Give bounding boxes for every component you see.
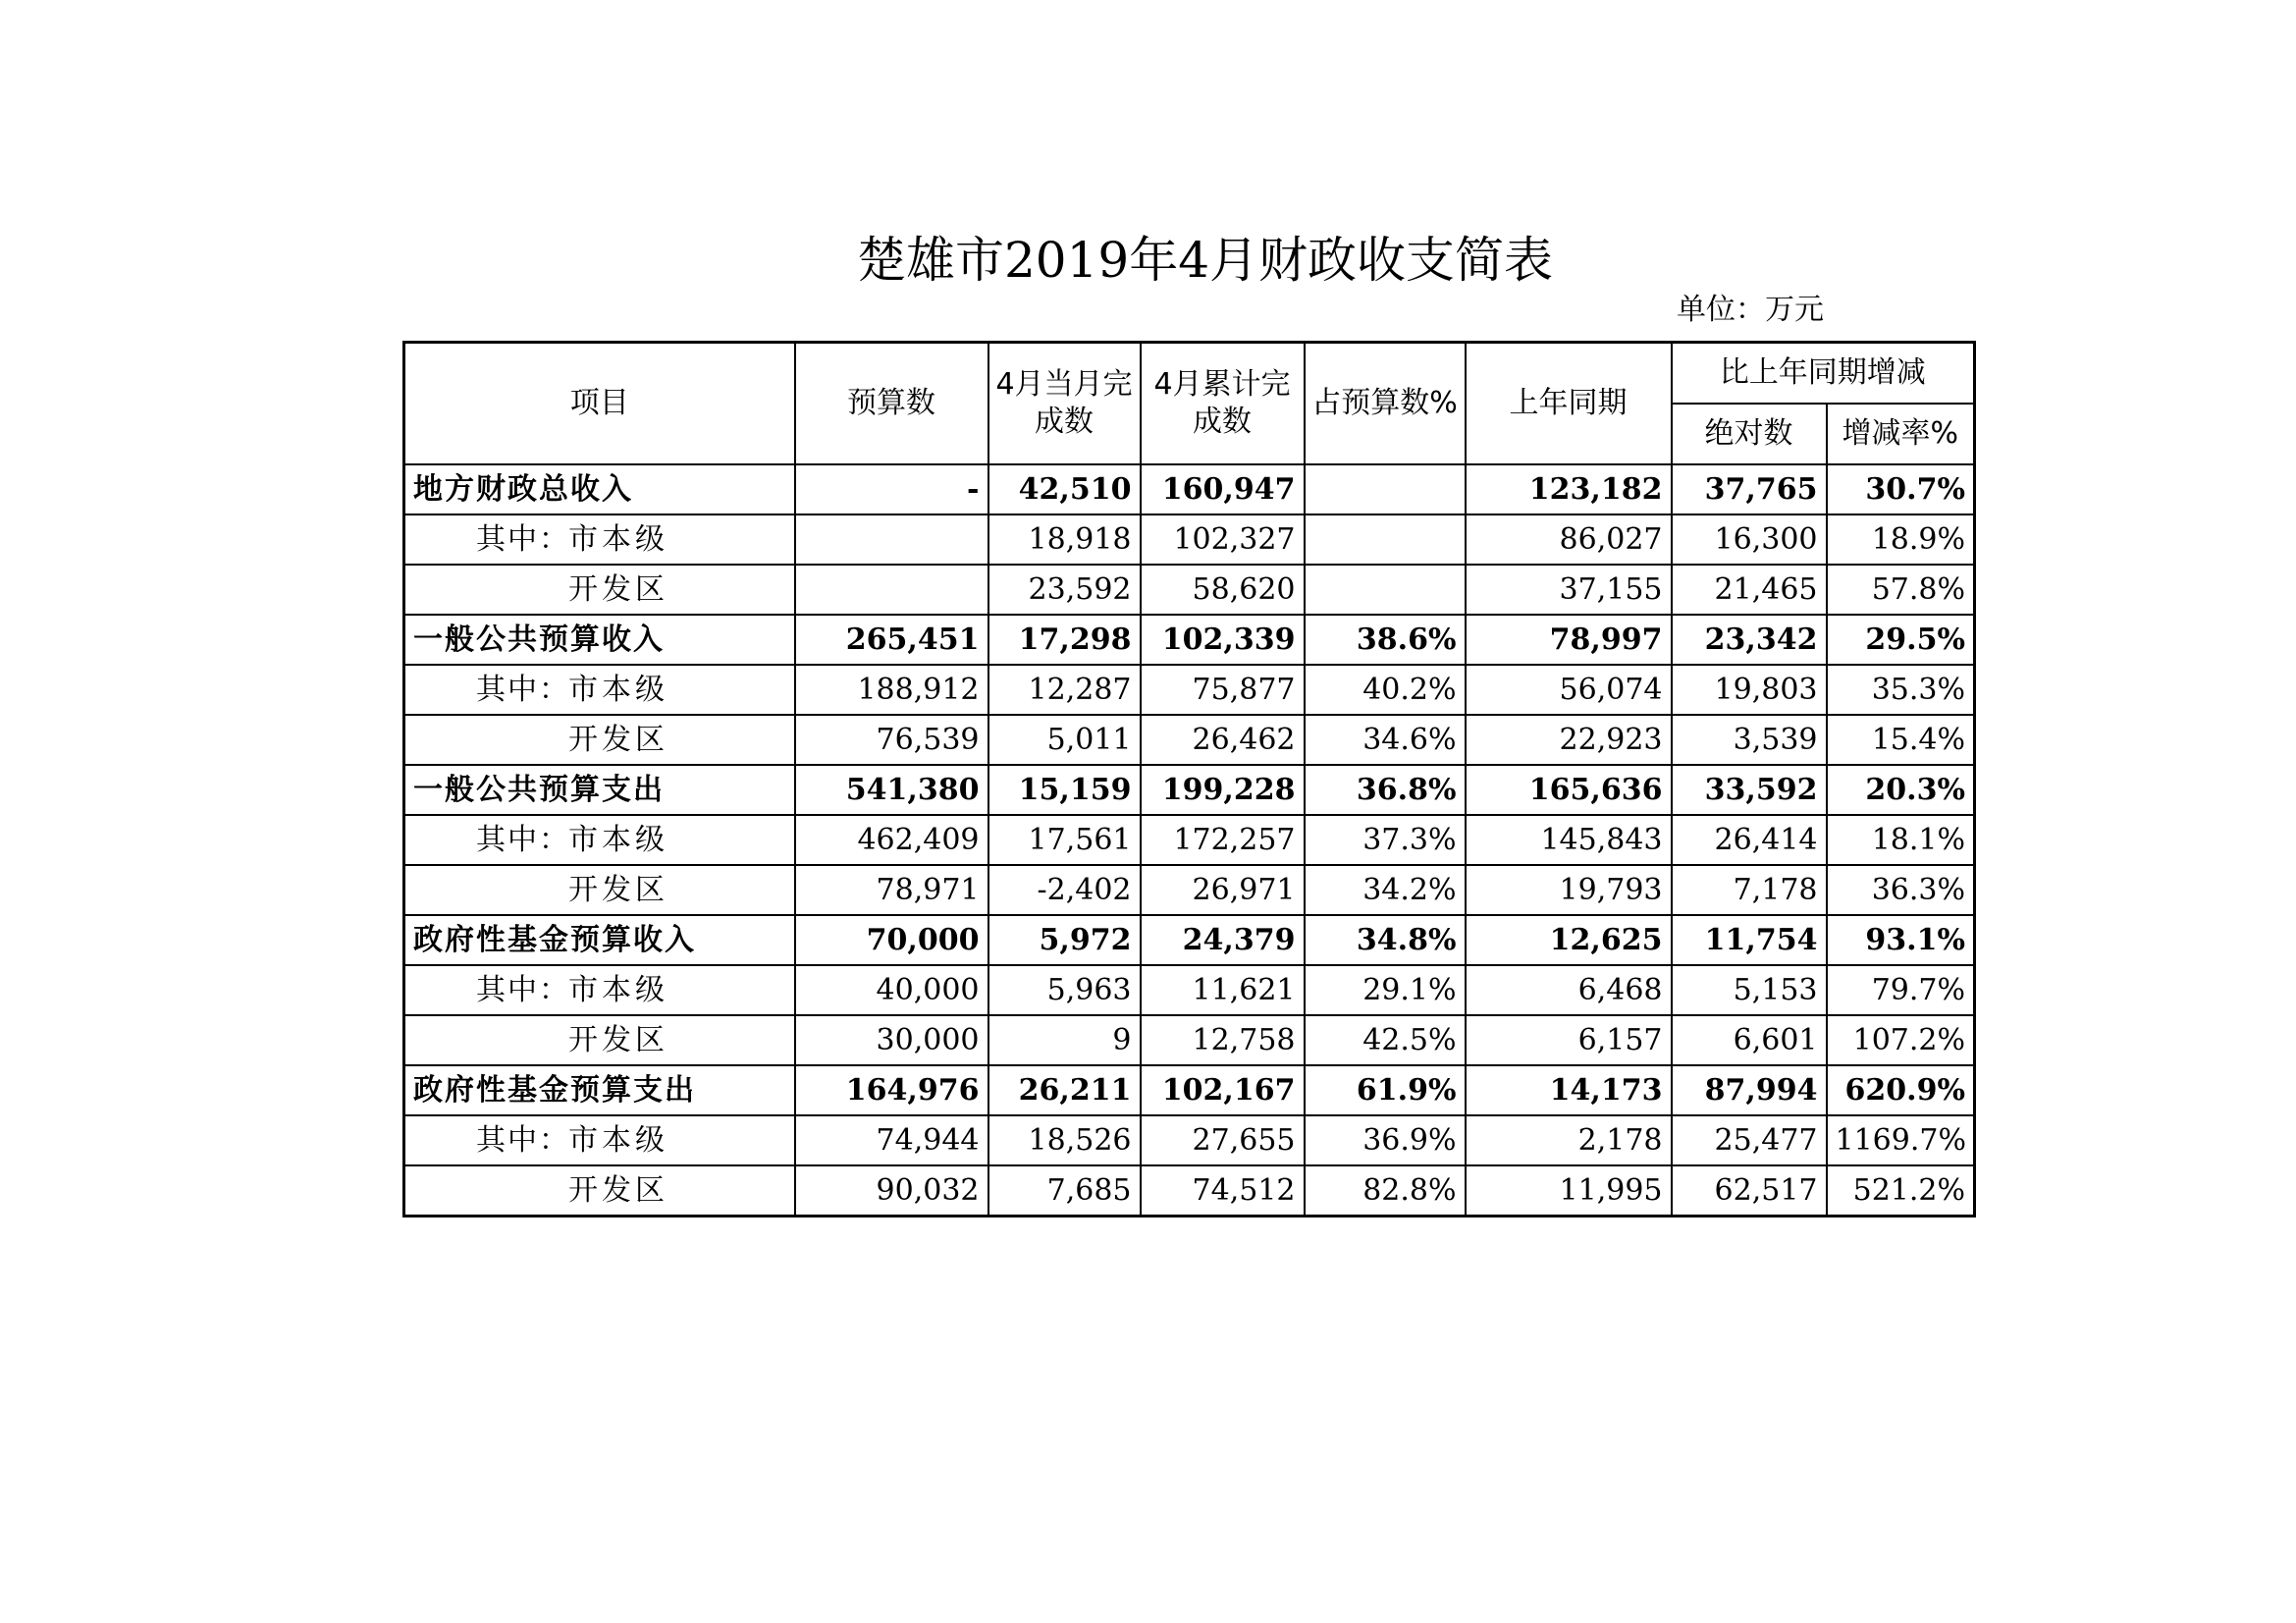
table-row — [404, 1065, 1975, 1115]
cell-pct: 29.1% — [1305, 965, 1466, 1015]
cell-budget: 40,000 — [795, 965, 988, 1015]
table-row — [404, 665, 1975, 715]
cell-rate: 93.1% — [1827, 915, 1975, 965]
cell-last-year: 6,157 — [1466, 1015, 1672, 1065]
cell-last-year: 12,625 — [1466, 915, 1672, 965]
row-label — [404, 514, 795, 565]
cell-last-year: 14,173 — [1466, 1065, 1672, 1115]
cell-budget: - — [795, 464, 988, 514]
cell-absolute: 62,517 — [1672, 1165, 1827, 1217]
row-label: 一般公共预算支出 — [404, 765, 795, 815]
cell-last-year: 56,074 — [1466, 665, 1672, 715]
cell-absolute: 11,754 — [1672, 915, 1827, 965]
sub-prefix: 其中： — [476, 822, 570, 857]
cell-rate: 18.9% — [1827, 514, 1975, 565]
row-label-name: 市本级 — [568, 521, 668, 557]
cell-cumulative: 172,257 — [1141, 815, 1305, 865]
cell-last-year: 6,468 — [1466, 965, 1672, 1015]
cell-budget: 188,912 — [795, 665, 988, 715]
cell-pct — [1305, 464, 1466, 514]
header-pct-of-budget: 占预算数% — [1305, 343, 1466, 464]
cell-budget: 78,971 — [795, 865, 988, 915]
cell-rate: 20.3% — [1827, 765, 1975, 815]
cell-cumulative: 160,947 — [1141, 464, 1305, 514]
row-label-name: 市本级 — [568, 1122, 668, 1158]
cell-last-year: 2,178 — [1466, 1115, 1672, 1165]
row-label — [404, 1015, 795, 1065]
cell-budget: 541,380 — [795, 765, 988, 815]
cell-cumulative: 26,462 — [1141, 715, 1305, 765]
cell-pct: 37.3% — [1305, 815, 1466, 865]
row-label-name: 开发区 — [568, 722, 668, 757]
row-label-name: 开发区 — [568, 571, 668, 607]
table-row — [404, 815, 1975, 865]
cell-absolute: 37,765 — [1672, 464, 1827, 514]
cell-budget: 70,000 — [795, 915, 988, 965]
cell-month: 23,592 — [988, 565, 1141, 615]
cell-rate: 79.7% — [1827, 965, 1975, 1015]
table-row — [404, 865, 1975, 915]
header-absolute: 绝对数 — [1672, 404, 1827, 464]
cell-absolute: 19,803 — [1672, 665, 1827, 715]
cell-pct: 34.6% — [1305, 715, 1466, 765]
unit-label: 单位：万元 — [1677, 293, 1824, 327]
cell-rate: 521.2% — [1827, 1165, 1975, 1217]
cell-cumulative: 11,621 — [1141, 965, 1305, 1015]
cell-budget: 164,976 — [795, 1065, 988, 1115]
cell-budget: 462,409 — [795, 815, 988, 865]
cell-pct: 61.9% — [1305, 1065, 1466, 1115]
cell-absolute: 25,477 — [1672, 1115, 1827, 1165]
cell-month: 17,561 — [988, 815, 1141, 865]
cell-month: 18,918 — [988, 514, 1141, 565]
table-row — [404, 1165, 1975, 1217]
header-compare-group: 比上年同期增减 — [1672, 343, 1975, 404]
cell-rate: 57.8% — [1827, 565, 1975, 615]
cell-budget — [795, 565, 988, 615]
cell-month: 12,287 — [988, 665, 1141, 715]
finance-table — [402, 341, 1976, 1217]
header-last-year: 上年同期 — [1466, 343, 1672, 464]
row-label-name: 市本级 — [568, 672, 668, 707]
cell-absolute: 87,994 — [1672, 1065, 1827, 1115]
row-label — [404, 565, 795, 615]
cell-cumulative: 26,971 — [1141, 865, 1305, 915]
cell-last-year: 145,843 — [1466, 815, 1672, 865]
row-label — [404, 665, 795, 715]
sub-prefix: 其中： — [476, 672, 570, 707]
header-budget: 预算数 — [795, 343, 988, 464]
table-row — [404, 965, 1975, 1015]
row-label-name: 开发区 — [568, 1022, 668, 1057]
cell-month: 5,011 — [988, 715, 1141, 765]
cell-cumulative: 102,339 — [1141, 615, 1305, 665]
cell-month: 5,963 — [988, 965, 1141, 1015]
cell-absolute: 6,601 — [1672, 1015, 1827, 1065]
cell-month: 18,526 — [988, 1115, 1141, 1165]
header-month-done: 4月当月完成数 — [988, 343, 1141, 464]
cell-last-year: 86,027 — [1466, 514, 1672, 565]
page-title: 楚雄市2019年4月财政收支简表 — [857, 232, 1554, 289]
cell-month: 42,510 — [988, 464, 1141, 514]
cell-pct: 34.2% — [1305, 865, 1466, 915]
cell-month: 7,685 — [988, 1165, 1141, 1217]
cell-budget: 30,000 — [795, 1015, 988, 1065]
cell-budget: 265,451 — [795, 615, 988, 665]
row-label — [404, 865, 795, 915]
row-label-name: 开发区 — [568, 1172, 668, 1208]
cell-cumulative: 24,379 — [1141, 915, 1305, 965]
cell-absolute: 16,300 — [1672, 514, 1827, 565]
cell-pct: 40.2% — [1305, 665, 1466, 715]
row-label — [404, 815, 795, 865]
cell-last-year: 37,155 — [1466, 565, 1672, 615]
cell-month: 26,211 — [988, 1065, 1141, 1115]
cell-absolute: 26,414 — [1672, 815, 1827, 865]
cell-rate: 1169.7% — [1827, 1115, 1975, 1165]
row-label: 一般公共预算收入 — [404, 615, 795, 665]
cell-month: 17,298 — [988, 615, 1141, 665]
cell-rate: 18.1% — [1827, 815, 1975, 865]
cell-pct: 42.5% — [1305, 1015, 1466, 1065]
cell-last-year: 22,923 — [1466, 715, 1672, 765]
cell-month: 15,159 — [988, 765, 1141, 815]
cell-rate: 29.5% — [1827, 615, 1975, 665]
cell-rate: 36.3% — [1827, 865, 1975, 915]
header-cumulative-done: 4月累计完成数 — [1141, 343, 1305, 464]
row-label: 政府性基金预算收入 — [404, 915, 795, 965]
cell-cumulative: 102,167 — [1141, 1065, 1305, 1115]
cell-rate: 620.9% — [1827, 1065, 1975, 1115]
cell-cumulative: 74,512 — [1141, 1165, 1305, 1217]
row-label-name: 开发区 — [568, 872, 668, 907]
table-row — [404, 464, 1975, 514]
cell-cumulative: 102,327 — [1141, 514, 1305, 565]
cell-month: 5,972 — [988, 915, 1141, 965]
cell-cumulative: 12,758 — [1141, 1015, 1305, 1065]
row-label-name: 市本级 — [568, 972, 668, 1007]
table-row — [404, 915, 1975, 965]
table-row — [404, 1115, 1975, 1165]
cell-pct: 38.6% — [1305, 615, 1466, 665]
row-label — [404, 965, 795, 1015]
cell-budget: 74,944 — [795, 1115, 988, 1165]
cell-absolute: 23,342 — [1672, 615, 1827, 665]
row-label: 政府性基金预算支出 — [404, 1065, 795, 1115]
cell-last-year: 123,182 — [1466, 464, 1672, 514]
cell-budget — [795, 514, 988, 565]
table-row — [404, 514, 1975, 565]
sub-prefix: 其中： — [476, 972, 570, 1007]
cell-last-year: 78,997 — [1466, 615, 1672, 665]
cell-pct — [1305, 514, 1466, 565]
cell-last-year: 165,636 — [1466, 765, 1672, 815]
cell-pct: 36.8% — [1305, 765, 1466, 815]
header-item: 项目 — [404, 343, 795, 464]
row-label-name: 市本级 — [568, 822, 668, 857]
cell-rate: 107.2% — [1827, 1015, 1975, 1065]
cell-rate: 35.3% — [1827, 665, 1975, 715]
cell-cumulative: 58,620 — [1141, 565, 1305, 615]
sub-prefix: 其中： — [476, 521, 570, 557]
table-row — [404, 715, 1975, 765]
cell-budget: 76,539 — [795, 715, 988, 765]
table-row — [404, 565, 1975, 615]
cell-pct: 34.8% — [1305, 915, 1466, 965]
row-label — [404, 715, 795, 765]
cell-month: 9 — [988, 1015, 1141, 1065]
row-label — [404, 1115, 795, 1165]
cell-budget: 90,032 — [795, 1165, 988, 1217]
table-row — [404, 615, 1975, 665]
cell-last-year: 19,793 — [1466, 865, 1672, 915]
sub-prefix: 其中： — [476, 1122, 570, 1158]
cell-pct: 82.8% — [1305, 1165, 1466, 1217]
header-rate: 增减率% — [1827, 404, 1975, 464]
cell-absolute: 7,178 — [1672, 865, 1827, 915]
cell-absolute: 3,539 — [1672, 715, 1827, 765]
cell-last-year: 11,995 — [1466, 1165, 1672, 1217]
table-row — [404, 1015, 1975, 1065]
cell-pct: 36.9% — [1305, 1115, 1466, 1165]
cell-rate: 15.4% — [1827, 715, 1975, 765]
cell-rate: 30.7% — [1827, 464, 1975, 514]
cell-absolute: 33,592 — [1672, 765, 1827, 815]
cell-absolute: 5,153 — [1672, 965, 1827, 1015]
cell-absolute: 21,465 — [1672, 565, 1827, 615]
cell-cumulative: 75,877 — [1141, 665, 1305, 715]
table-row — [404, 765, 1975, 815]
cell-cumulative: 199,228 — [1141, 765, 1305, 815]
cell-cumulative: 27,655 — [1141, 1115, 1305, 1165]
table-body — [404, 464, 1975, 1217]
row-label — [404, 1165, 795, 1217]
row-label: 地方财政总收入 — [404, 464, 795, 514]
cell-month: -2,402 — [988, 865, 1141, 915]
cell-pct — [1305, 565, 1466, 615]
